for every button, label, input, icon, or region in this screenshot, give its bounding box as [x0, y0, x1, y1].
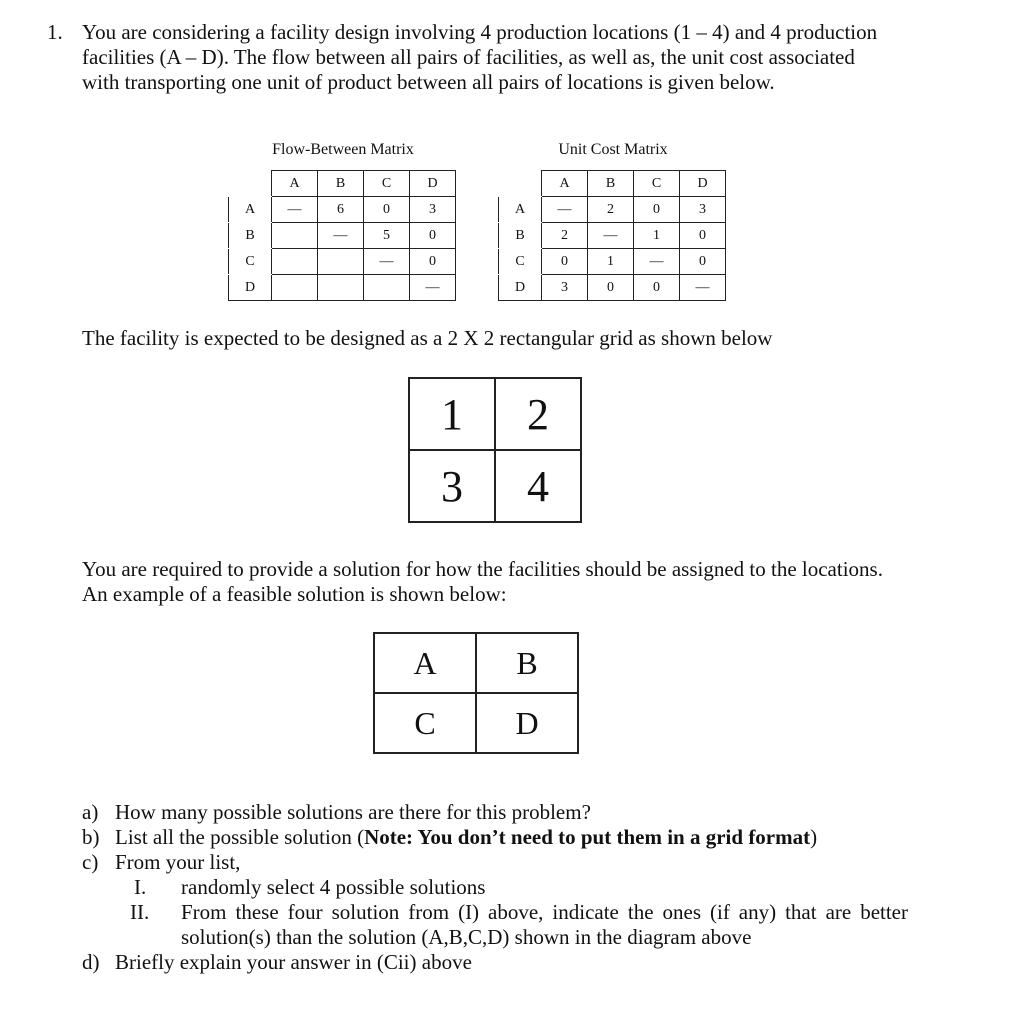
cost-row-label: C — [499, 249, 542, 275]
flow-cell: — — [318, 223, 364, 249]
cost-corner — [499, 171, 542, 197]
cost-cell: 3 — [542, 275, 588, 301]
cost-col-header: C — [634, 171, 680, 197]
flow-cell — [272, 223, 318, 249]
flow-cell: 6 — [318, 197, 364, 223]
cost-col-header: A — [542, 171, 588, 197]
flow-cell: 0 — [364, 197, 410, 223]
intro-line-1: You are considering a facility design involving 4 production locations (1 – 4) and 4 production — [82, 20, 878, 44]
cost-matrix-table — [498, 170, 726, 301]
example-solution-grid — [373, 632, 579, 754]
example-cell: C — [374, 693, 476, 753]
grid-description: The facility is expected to be designed as a 2 X 2 rectangular grid as shown below — [82, 326, 773, 350]
flow-row-label: A — [229, 197, 272, 223]
flow-cell — [272, 275, 318, 301]
part-c-ii-label: II. — [130, 900, 150, 924]
cost-cell: 3 — [680, 197, 726, 223]
cost-cell: 0 — [634, 275, 680, 301]
part-c-ii-line-1-text: From these four solution from (I) above, indicate the ones (if any) that are better — [181, 900, 908, 924]
flow-corner — [229, 171, 272, 197]
location-cell: 1 — [409, 378, 495, 450]
part-c-text: From your list, — [115, 850, 241, 874]
part-c-label: c) — [82, 850, 99, 874]
intro-line-2: facilities (A – D). The flow between all pairs of facilities, as well as, the unit cost associated — [82, 45, 855, 69]
location-cell: 4 — [495, 450, 581, 522]
part-c-i-label: I. — [134, 875, 147, 899]
flow-cell: — — [272, 197, 318, 223]
example-cell: B — [476, 633, 578, 693]
flow-matrix-table — [228, 170, 456, 301]
cost-row-label: A — [499, 197, 542, 223]
location-cell: 3 — [409, 450, 495, 522]
cost-col-header: B — [588, 171, 634, 197]
cost-cell: 0 — [542, 249, 588, 275]
cost-matrix-title: Unit Cost Matrix — [558, 141, 668, 158]
part-b-label: b) — [82, 825, 100, 849]
flow-cell — [364, 275, 410, 301]
flow-row-label: B — [229, 223, 272, 249]
flow-cell: 5 — [364, 223, 410, 249]
cost-cell: 1 — [588, 249, 634, 275]
part-c-ii-line-1 — [181, 900, 908, 925]
example-cell: A — [374, 633, 476, 693]
question-intro — [82, 20, 962, 95]
cost-cell: 0 — [634, 197, 680, 223]
example-cell: D — [476, 693, 578, 753]
flow-col-header: C — [364, 171, 410, 197]
cost-cell: 1 — [634, 223, 680, 249]
cost-col-header: D — [680, 171, 726, 197]
part-c-ii-line-2: solution(s) than the solution (A,B,C,D) shown in the diagram above — [181, 925, 752, 949]
intro-line-3: with transporting one unit of product between all pairs of locations is given below. — [82, 70, 775, 94]
flow-cell: 0 — [410, 249, 456, 275]
cost-cell: — — [680, 275, 726, 301]
part-d-label: d) — [82, 950, 100, 974]
required-text — [82, 557, 883, 607]
part-b-lead: List all the possible solution ( — [115, 825, 365, 849]
flow-cell — [318, 275, 364, 301]
part-b-text — [115, 825, 817, 850]
part-a-label: a) — [82, 800, 99, 824]
flow-row-label: D — [229, 275, 272, 301]
required-line-2: An example of a feasible solution is shown below: — [82, 582, 507, 606]
location-grid — [408, 377, 582, 523]
required-line-1: You are required to provide a solution for how the facilities should be assigned to the locations. — [82, 557, 883, 581]
flow-row-label: C — [229, 249, 272, 275]
flow-col-header: B — [318, 171, 364, 197]
part-c-i-text: randomly select 4 possible solutions — [181, 875, 486, 899]
flow-matrix-title: Flow-Between Matrix — [272, 141, 414, 158]
part-b-note: Note: You don’t need to put them in a grid format — [364, 825, 811, 849]
flow-cell: — — [410, 275, 456, 301]
cost-cell: — — [588, 223, 634, 249]
part-b-close: ) — [810, 825, 818, 849]
cost-cell: — — [542, 197, 588, 223]
cost-row-label: D — [499, 275, 542, 301]
cost-row-label: B — [499, 223, 542, 249]
flow-cell: — — [364, 249, 410, 275]
part-d-text: Briefly explain your answer in (Cii) above — [115, 950, 472, 974]
flow-cell: 0 — [410, 223, 456, 249]
cost-cell: 2 — [542, 223, 588, 249]
flow-col-header: D — [410, 171, 456, 197]
cost-cell: 0 — [588, 275, 634, 301]
flow-col-header: A — [272, 171, 318, 197]
cost-cell: — — [634, 249, 680, 275]
flow-cell — [272, 249, 318, 275]
cost-cell: 0 — [680, 223, 726, 249]
flow-cell: 3 — [410, 197, 456, 223]
location-cell: 2 — [495, 378, 581, 450]
part-a-text: How many possible solutions are there for this problem? — [115, 800, 591, 824]
question-number: 1. — [47, 20, 63, 44]
cost-cell: 2 — [588, 197, 634, 223]
flow-cell — [318, 249, 364, 275]
cost-cell: 0 — [680, 249, 726, 275]
